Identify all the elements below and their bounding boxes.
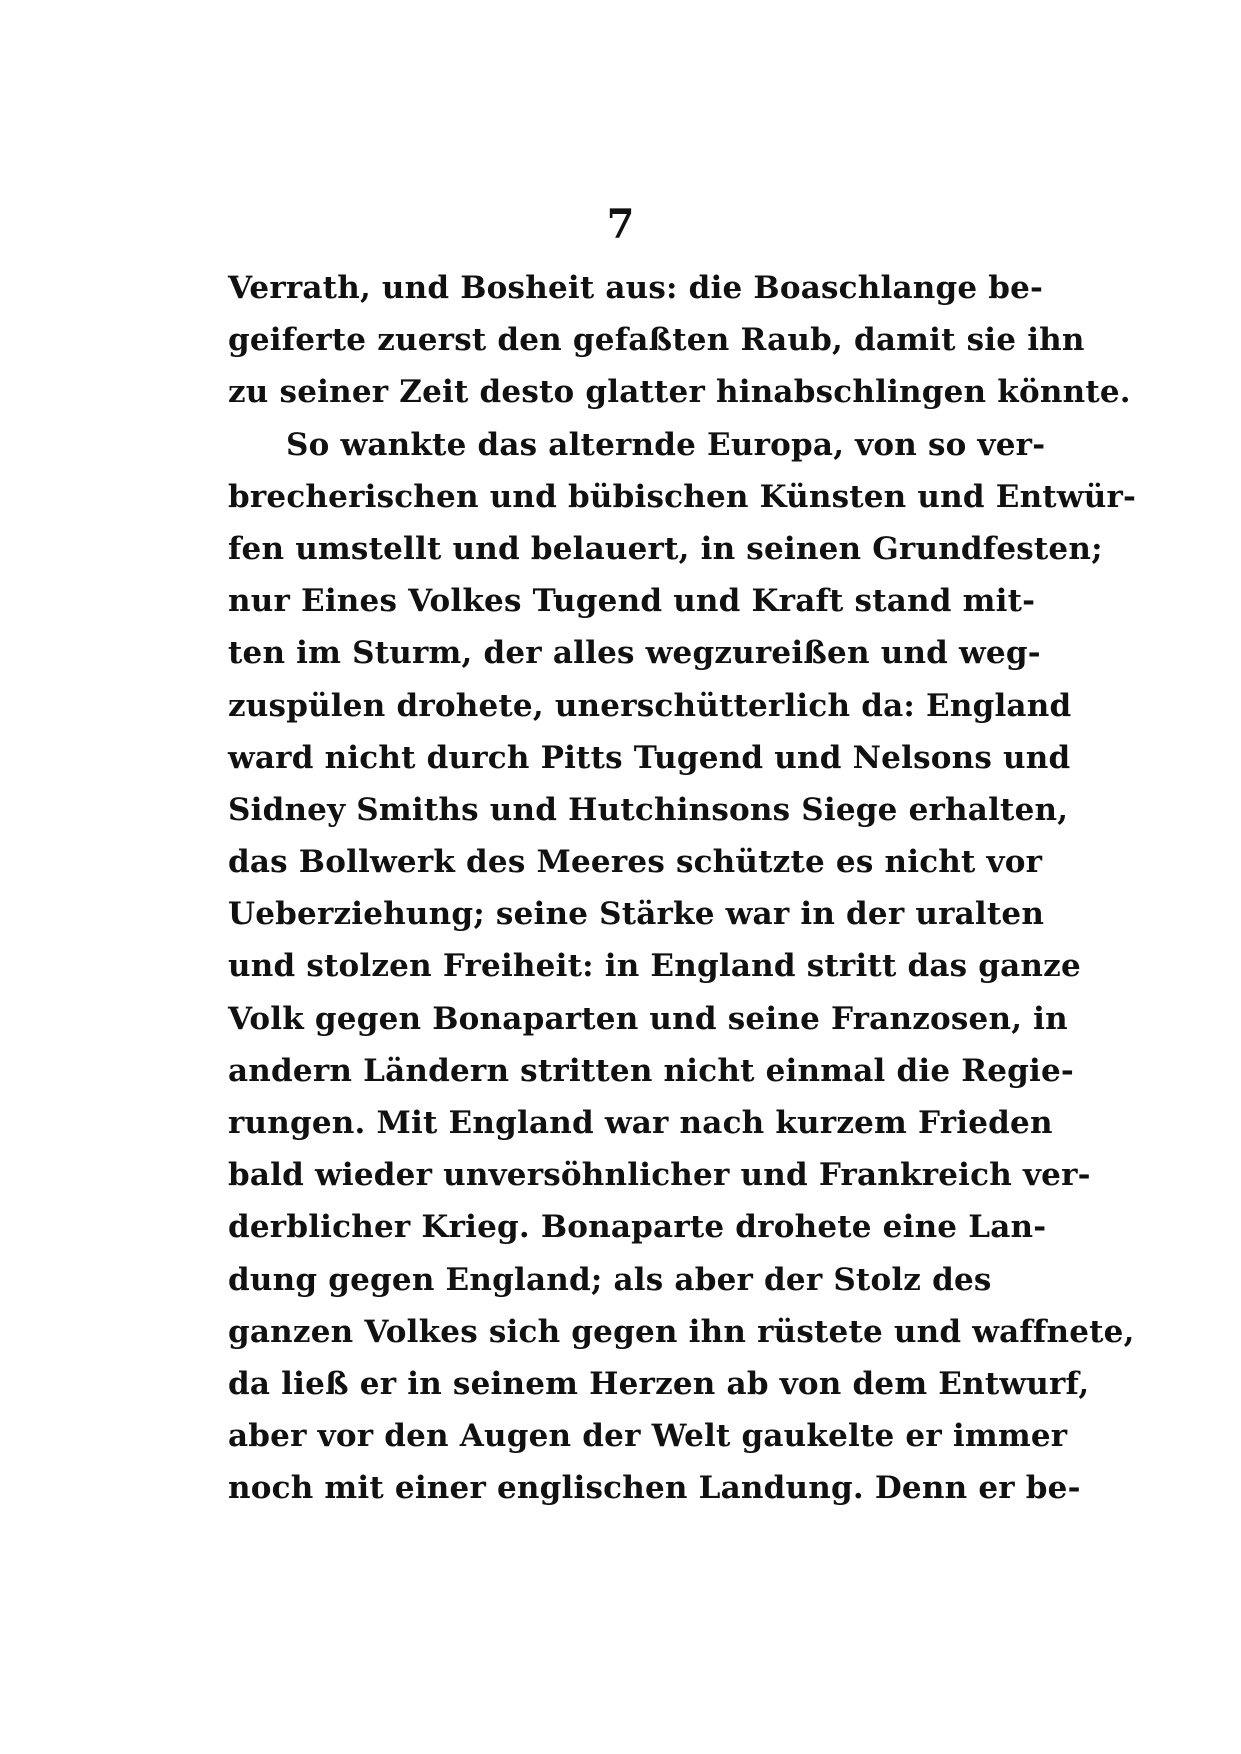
text-line: das Bollwerk des Meeres schützte es nicht vor (228, 844, 1043, 881)
text-line: geiferte zuerst den gefaßten Raub, damit sie ihn (228, 322, 1085, 359)
text-line: noch mit einer englischen Landung. Denn er be- (228, 1470, 1081, 1507)
text-line: und stolzen Freiheit: in England stritt das ganze (228, 948, 1081, 985)
text-line: Verrath, und Bosheit aus: die Boaschlange be- (228, 270, 1044, 306)
text-line: ten im Sturm, der alles wegzureißen und weg- (228, 635, 1041, 672)
text-line: nur Eines Volkes Tugend und Kraft stand mit- (228, 583, 1036, 620)
page-number: 7 (606, 201, 635, 248)
body-text (228, 262, 1137, 1515)
text-line: Sidney Smiths und Hutchinsons Siege erhalten, (228, 791, 1069, 828)
text-line: zuspülen drohete, unerschütterlich da: England (228, 687, 1072, 724)
text-line: ganzen Volkes sich gegen ihn rüstete und waffnete, (228, 1313, 1135, 1350)
text-line: aber vor den Augen der Welt gaukelte er immer (228, 1418, 1068, 1455)
text-line: derblicher Krieg. Bonaparte drohete eine Lan- (228, 1209, 1047, 1246)
text-line: brecherischen und bübischen Künsten und Entwür- (228, 478, 1137, 515)
text-line: dung gegen England; als aber der Stolz des (228, 1261, 992, 1298)
text-line: bald wieder unversöhnlicher und Frankreich ver- (228, 1157, 1091, 1194)
text-line: Volk gegen Bonaparten und seine Franzosen, in (228, 1000, 1068, 1037)
text-line: andern Ländern stritten nicht einmal die Regie- (228, 1052, 1074, 1089)
text-line: Ueberziehung; seine Stärke war in der uralten (228, 896, 1045, 933)
text-line: da ließ er in seinem Herzen ab von dem Entwurf, (228, 1365, 1090, 1402)
text-line: ward nicht durch Pitts Tugend und Nelsons und (228, 739, 1071, 776)
text-line: So wankte das alternde Europa, von so ver- (286, 426, 1046, 463)
text-line: rungen. Mit England war nach kurzem Frieden (228, 1105, 1053, 1141)
text-line: zu seiner Zeit desto glatter hinabschlingen könnte. (228, 374, 1131, 411)
text-line: fen umstellt und belauert, in seinen Grundfesten; (228, 530, 1103, 567)
